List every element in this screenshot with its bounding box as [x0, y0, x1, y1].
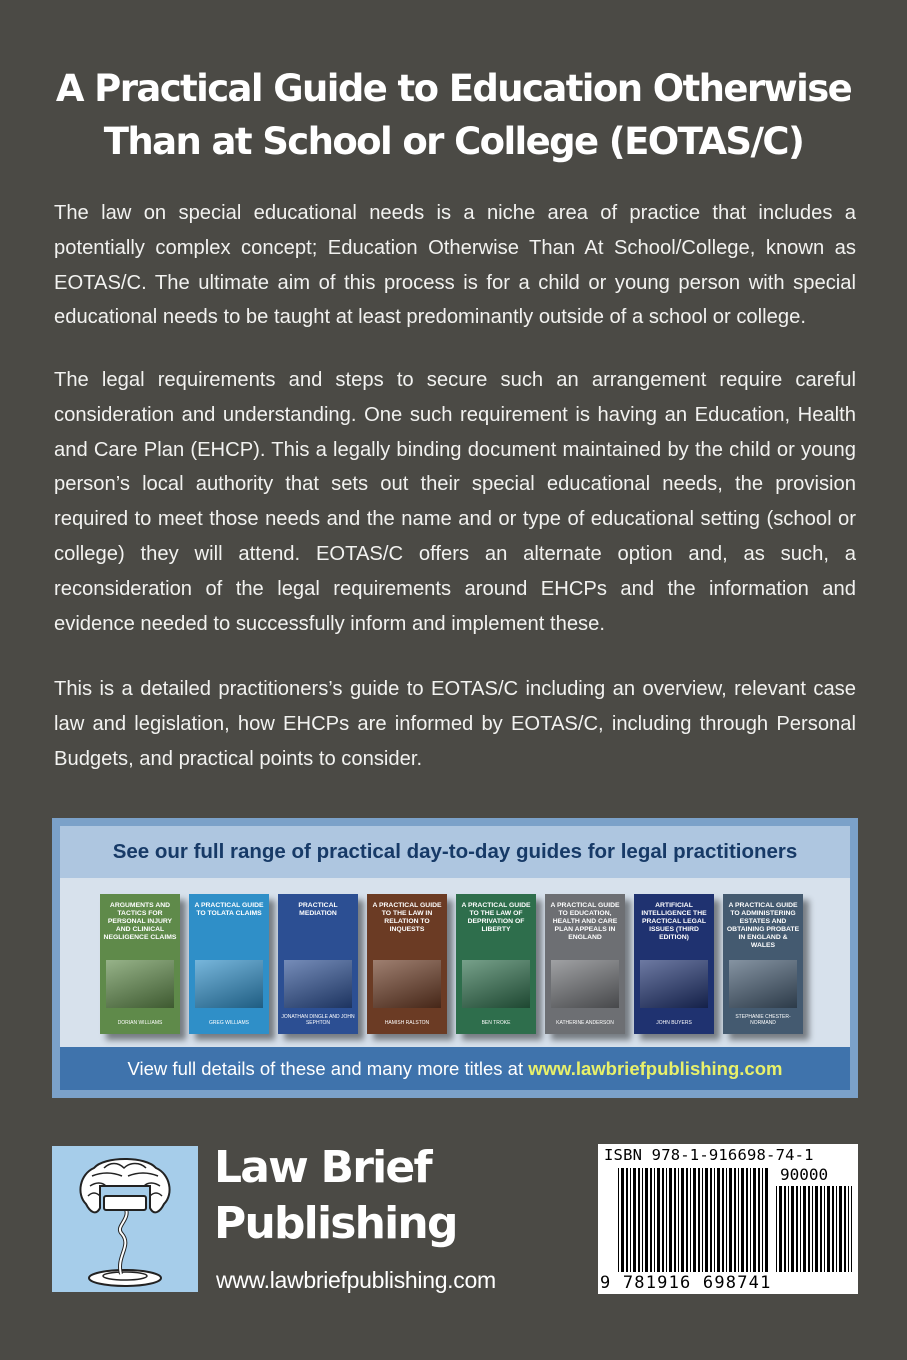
publisher-logo	[52, 1146, 198, 1292]
book-cover-row	[60, 878, 850, 1063]
promo-heading: See our full range of practical day-to-day guides for legal practitioners	[60, 826, 850, 878]
isbn-label: ISBN 978-1-916698-74-1	[604, 1146, 814, 1164]
barcode-bar	[753, 1168, 756, 1272]
book-cover[interactable]	[189, 894, 269, 1034]
barcode-bar	[750, 1168, 751, 1272]
book-cover[interactable]	[634, 894, 714, 1034]
barcode-bar	[690, 1168, 691, 1272]
barcode-bar	[779, 1186, 782, 1272]
barcode-bar	[848, 1186, 849, 1272]
barcode-bar	[654, 1168, 655, 1272]
barcode-bar	[734, 1168, 736, 1272]
barcode-bar	[702, 1168, 703, 1272]
barcode-bar	[791, 1186, 794, 1272]
publisher-website[interactable]: www.lawbriefpublishing.com	[216, 1267, 496, 1293]
book-cover[interactable]	[367, 894, 447, 1034]
book-cover[interactable]	[456, 894, 536, 1034]
book-cover-image	[462, 960, 530, 1008]
book-cover-title: A PRACTICAL GUIDE TO THE LAW IN RELATION TO INQUESTS	[372, 902, 442, 933]
book-cover-title: ARTIFICIAL INTELLIGENCE THE PRACTICAL LEGAL ISSUES (THIRD EDITION)	[641, 902, 707, 941]
barcode-bar	[722, 1168, 724, 1272]
barcode-bar	[633, 1168, 636, 1272]
barcode-bar	[666, 1168, 667, 1272]
barcode-bar	[674, 1168, 676, 1272]
barcode-bar	[738, 1168, 739, 1272]
barcode-bar	[710, 1168, 712, 1272]
barcode-bar	[824, 1186, 825, 1272]
promo-footer	[60, 1047, 850, 1090]
book-cover-author: HAMISH RALSTON	[384, 1020, 430, 1026]
barcode-bar	[832, 1186, 834, 1272]
barcode-bar	[714, 1168, 715, 1272]
barcode-bar	[626, 1168, 628, 1272]
book-cover-title: A PRACTICAL GUIDE TO ADMINISTERING ESTATES AND OBTAINING PROBATE IN ENGLAND & WALES	[726, 902, 800, 949]
book-title-line-2: Than at School or College (EOTAS/C)	[103, 120, 804, 163]
book-cover-title: A PRACTICAL GUIDE TO EDUCATION, HEALTH AND CARE PLAN APPEALS IN ENGLAND	[550, 902, 620, 941]
promo-footer-text: View full details of these and many more titles at	[127, 1058, 529, 1079]
barcode-bar	[657, 1168, 660, 1272]
barcode-bar	[618, 1168, 619, 1272]
book-cover-title: PRACTICAL MEDIATION	[298, 902, 338, 917]
barcode-bar	[693, 1168, 696, 1272]
barcode-bar	[839, 1186, 842, 1272]
book-title	[40, 62, 867, 168]
barcode-bar	[705, 1168, 708, 1272]
book-cover-author: DORIAN WILLIAMS	[117, 1020, 163, 1026]
barcode-bar	[812, 1186, 813, 1272]
book-cover-image	[106, 960, 174, 1008]
book-cover-author: GREG WILLIAMS	[208, 1020, 249, 1026]
barcode-bar	[788, 1186, 789, 1272]
promo-panel	[60, 826, 850, 1090]
barcode-bar	[796, 1186, 798, 1272]
book-cover-image	[284, 960, 352, 1008]
book-cover-author: BEN TROKE	[481, 1020, 511, 1026]
barcode-bar	[758, 1168, 760, 1272]
book-cover-title: A PRACTICAL GUIDE TO TOLATA CLAIMS	[194, 902, 264, 917]
barcode-bar	[645, 1168, 648, 1272]
isbn-barcode	[598, 1144, 858, 1294]
book-title-line-1: A Practical Guide to Education Otherwise	[55, 67, 852, 110]
book-cover[interactable]	[723, 894, 803, 1034]
barcode-bar	[669, 1168, 672, 1272]
judge-wig-gavel-icon	[52, 1146, 198, 1292]
barcode-bar	[762, 1168, 763, 1272]
barcode-bar	[827, 1186, 830, 1272]
barcode-bar	[836, 1186, 837, 1272]
book-cover-title: A PRACTICAL GUIDE TO THE LAW OF DEPRIVATION OF LIBERTY	[461, 902, 531, 933]
barcode-bar	[717, 1168, 720, 1272]
book-cover-image	[551, 960, 619, 1008]
barcode-bar	[784, 1186, 786, 1272]
barcode-bar	[686, 1168, 688, 1272]
book-cover-image	[640, 960, 708, 1008]
book-cover-author: STEPHANIE CHESTER-NORMAND	[735, 1014, 791, 1026]
description-paragraph-3: This is a detailed practitioners’s guide to EOTAS/C including an overview, relevant case law and legislation, how EHCPs are informed by EOTAS/C, including through Personal Budgets, and practical points to consider.	[54, 678, 856, 770]
barcode-bar	[638, 1168, 640, 1272]
barcode-bar	[678, 1168, 679, 1272]
book-cover-author: JOHN BUYERS	[656, 1020, 692, 1026]
barcode-bar	[800, 1186, 801, 1272]
book-range-promo	[52, 818, 858, 1098]
barcode-bar	[808, 1186, 810, 1272]
barcode-bar	[729, 1168, 732, 1272]
barcode-bar	[681, 1168, 684, 1272]
barcode-bar	[820, 1186, 822, 1272]
barcode-bar	[621, 1168, 624, 1272]
barcode-bar	[698, 1168, 700, 1272]
barcode-bar	[851, 1186, 852, 1272]
book-cover-image	[729, 960, 797, 1008]
barcode-bar	[815, 1186, 818, 1272]
book-cover-author: KATHERINE ANDERSON	[556, 1020, 614, 1026]
book-cover-image	[373, 960, 441, 1008]
description-paragraph-1: The law on special educational needs is a niche area of practice that includes a potentially complex concept; Education Otherwise Than At School/College, known as EOTAS/C. The ultimate aim of this process is for a child or young person with special educational needs to be taught at least predominantly outside of a school or college.	[54, 202, 856, 329]
book-cover[interactable]	[545, 894, 625, 1034]
barcode-bar	[844, 1186, 846, 1272]
book-cover-title: ARGUMENTS AND TACTICS FOR PERSONAL INJURY AND CLINICAL NEGLIGENCE CLAIMS	[103, 902, 177, 941]
promo-footer-link[interactable]: www.lawbriefpublishing.com	[528, 1058, 783, 1079]
book-cover-image	[195, 960, 263, 1008]
publisher-name	[214, 1140, 457, 1252]
barcode-bar	[803, 1186, 806, 1272]
barcode-bar	[642, 1168, 643, 1272]
barcode-bar	[650, 1168, 652, 1272]
book-cover[interactable]	[278, 894, 358, 1034]
book-cover-author: JONATHAN DINGLE AND JOHN SEPHTON	[281, 1014, 355, 1026]
barcode-bar	[746, 1168, 748, 1272]
book-cover[interactable]	[100, 894, 180, 1034]
barcode-bar	[662, 1168, 664, 1272]
publisher-name-line-2: Publishing	[214, 1198, 457, 1249]
barcode-addon-bars	[776, 1186, 852, 1272]
barcode-bar	[776, 1186, 777, 1272]
barcode-bar	[630, 1168, 631, 1272]
publisher-name-line-1: Law Brief	[214, 1142, 431, 1193]
barcode-bar	[741, 1168, 744, 1272]
barcode-bars	[618, 1168, 768, 1272]
barcode-bar	[726, 1168, 727, 1272]
barcode-bar	[765, 1168, 768, 1272]
price-code: 90000	[780, 1165, 829, 1184]
barcode-digits: 9 781916 698741	[600, 1273, 772, 1293]
description-paragraph-2: The legal requirements and steps to secure such an arrangement require careful consideration and understanding. One such requirement is having an Education, Health and Care Plan (EHCP). This a legally binding document maintained by the child or young person’s local authority that sets out their special educational needs, the provision required to meet those needs and the name and or type of educational setting (school or college) they will attend. EOTAS/C offers an alternate option and, as such, a reconsideration of the legal requirements around EHCPs and the information and evidence needed to successfully inform and implement these.	[54, 369, 856, 635]
